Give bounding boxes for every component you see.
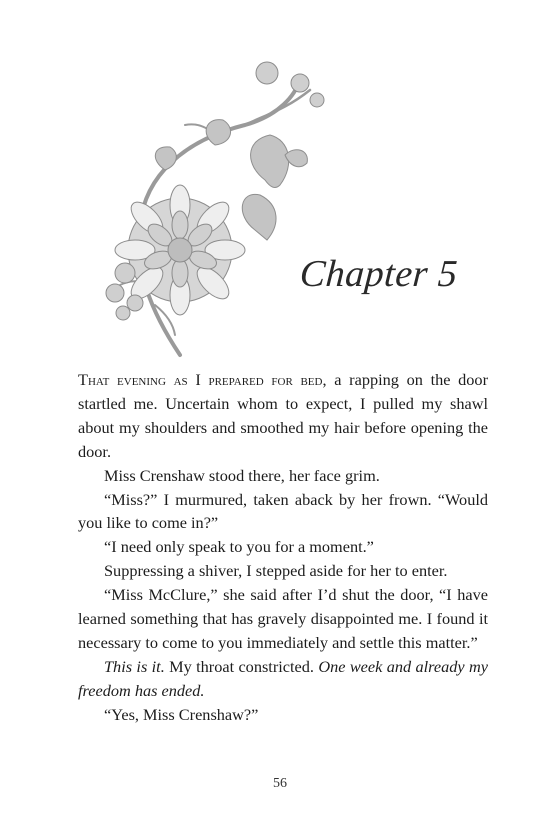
chapter-body bbox=[78, 368, 488, 727]
italic-thought: This is it. bbox=[104, 656, 165, 676]
paragraph: “Yes, Miss Crenshaw?” bbox=[104, 704, 259, 724]
paragraph: That evening as I prepared for bed, a rapping on the door startled me. Uncertain whom to expect, I pulled my shawl about my shoulders and smoothed my hair before opening the door. bbox=[78, 370, 488, 461]
paragraph: Miss Crenshaw stood there, her face grim. bbox=[104, 465, 380, 485]
paragraph: Suppressing a shiver, I stepped aside for her to enter. bbox=[104, 561, 448, 581]
paragraph: “Miss McClure,” she said after I’d shut the door, “I have learned something that has gravely disappointed me. I found it necessary to come to you immediately and settle this matter.” bbox=[78, 585, 488, 652]
page-number: 56 bbox=[273, 776, 287, 791]
small-caps-lead: That evening as I prepared for bed bbox=[78, 370, 323, 389]
chapter-title: Chapter 5 bbox=[298, 253, 460, 295]
paragraph: This is it. My throat constricted. One week and already my freedom has ended. bbox=[78, 656, 488, 700]
paragraph: “Miss?” I murmured, taken aback by her frown. “Would you like to come in?” bbox=[78, 489, 488, 533]
italic-thought: One week and already my freedom has ended. bbox=[78, 656, 488, 700]
floral-ornament bbox=[95, 55, 340, 360]
paragraph: “I need only speak to you for a moment.” bbox=[104, 537, 374, 557]
